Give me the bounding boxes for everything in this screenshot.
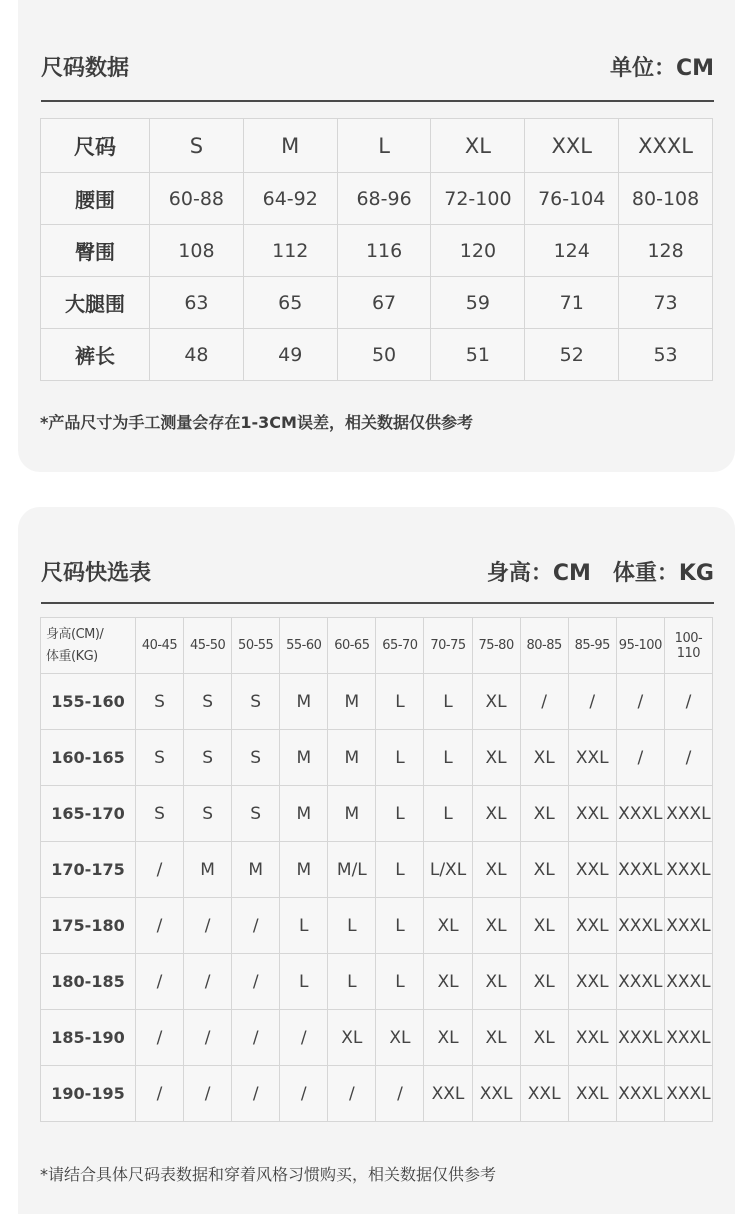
table-row [41, 842, 713, 898]
size-data-note: *产品尺寸为手工测量会存在1-3CM误差，相关数据仅供参考 [40, 413, 473, 432]
size-cell: XXXL [664, 1010, 712, 1066]
size-cell: L [376, 786, 424, 842]
measure-value: 112 [243, 225, 337, 277]
size-cell: XL [328, 1010, 376, 1066]
size-data-card [18, 0, 735, 472]
size-cell: XL [424, 898, 472, 954]
size-cell: / [568, 674, 616, 730]
size-cell: / [616, 674, 664, 730]
measure-value: 67 [337, 277, 431, 329]
size-cell: XL [520, 1010, 568, 1066]
weight-header-cell: 40-45 [136, 618, 184, 674]
height-label: 185-190 [41, 1010, 136, 1066]
measure-value: 64-92 [243, 173, 337, 225]
size-cell: / [184, 1066, 232, 1122]
size-cell: M [328, 730, 376, 786]
size-cell: / [664, 674, 712, 730]
quick-select-unit: 身高：CM 体重：KG [486, 561, 714, 586]
size-cell: / [232, 1010, 280, 1066]
quick-select-header [41, 507, 714, 604]
size-cell: M [328, 674, 376, 730]
size-cell: / [616, 730, 664, 786]
measure-value: 73 [619, 277, 713, 329]
corner-header [41, 618, 136, 674]
size-cell: XXXL [616, 898, 664, 954]
size-cell: L [328, 954, 376, 1010]
size-data-header [41, 0, 714, 102]
size-cell: / [136, 842, 184, 898]
size-cell: XXL [568, 898, 616, 954]
size-cell: XL [520, 954, 568, 1010]
size-cell: M [280, 730, 328, 786]
table-row [41, 173, 713, 225]
size-cell: / [280, 1066, 328, 1122]
size-data-table [40, 118, 713, 381]
size-cell: XXXL [664, 842, 712, 898]
size-cell: S [136, 674, 184, 730]
table-row [41, 730, 713, 786]
size-cell: XL [520, 730, 568, 786]
measure-value: 63 [150, 277, 244, 329]
measure-value: 124 [525, 225, 619, 277]
measure-label: 腰围 [41, 173, 150, 225]
size-cell: XXL [568, 1010, 616, 1066]
size-cell: XXL [472, 1066, 520, 1122]
measure-value: 116 [337, 225, 431, 277]
size-cell: XL [472, 674, 520, 730]
size-cell: S [232, 730, 280, 786]
size-cell: / [184, 1010, 232, 1066]
size-cell: M [280, 674, 328, 730]
height-label: 175-180 [41, 898, 136, 954]
size-cell: / [232, 954, 280, 1010]
size-cell: L [376, 842, 424, 898]
size-cell: / [664, 730, 712, 786]
size-cell: / [136, 954, 184, 1010]
size-cell: S [232, 786, 280, 842]
size-cell: S [136, 730, 184, 786]
size-header-cell: M [243, 119, 337, 173]
measure-value: 128 [619, 225, 713, 277]
size-data-title: 尺码数据 [41, 56, 130, 81]
size-header-cell: XXXL [619, 119, 713, 173]
size-cell: XXL [424, 1066, 472, 1122]
size-cell: XXL [568, 786, 616, 842]
height-label: 165-170 [41, 786, 136, 842]
size-cell: / [376, 1066, 424, 1122]
table-row [41, 1066, 713, 1122]
size-cell: XXXL [616, 1066, 664, 1122]
measure-label: 裤长 [41, 329, 150, 381]
size-cell: S [232, 674, 280, 730]
table-row [41, 277, 713, 329]
height-label: 155-160 [41, 674, 136, 730]
size-cell: / [280, 1010, 328, 1066]
size-cell: XL [472, 954, 520, 1010]
measure-value: 50 [337, 329, 431, 381]
table-row [41, 786, 713, 842]
size-cell: / [232, 898, 280, 954]
height-label: 170-175 [41, 842, 136, 898]
size-header-cell: XXL [525, 119, 619, 173]
size-cell: XL [472, 1010, 520, 1066]
size-cell: / [232, 1066, 280, 1122]
size-header-cell: S [150, 119, 244, 173]
weight-header-cell: 100-110 [664, 618, 712, 674]
quick-header-row [41, 618, 713, 674]
table-row [41, 898, 713, 954]
size-cell: L [424, 730, 472, 786]
table-row [41, 1010, 713, 1066]
table-row [41, 674, 713, 730]
weight-header-cell: 95-100 [616, 618, 664, 674]
size-cell: XXL [568, 954, 616, 1010]
size-cell: XL [472, 842, 520, 898]
weight-header-cell: 45-50 [184, 618, 232, 674]
size-cell: XL [424, 1010, 472, 1066]
measure-label: 大腿围 [41, 277, 150, 329]
size-cell: XXXL [664, 898, 712, 954]
size-cell: XXL [568, 842, 616, 898]
measure-value: 51 [431, 329, 525, 381]
size-cell: XL [472, 730, 520, 786]
size-cell: / [184, 898, 232, 954]
corner-label-weight: 体重(KG) [46, 648, 98, 664]
size-cell: XXL [568, 1066, 616, 1122]
size-cell: / [184, 954, 232, 1010]
size-cell: M [328, 786, 376, 842]
size-cell: XXXL [616, 786, 664, 842]
table-row [41, 954, 713, 1010]
size-cell: / [520, 674, 568, 730]
measure-value: 52 [525, 329, 619, 381]
size-cell: L [376, 674, 424, 730]
measure-label: 臀围 [41, 225, 150, 277]
size-cell: XL [520, 786, 568, 842]
size-cell: / [328, 1066, 376, 1122]
measure-value: 49 [243, 329, 337, 381]
size-cell: M [232, 842, 280, 898]
measure-value: 120 [431, 225, 525, 277]
size-header-cell: L [337, 119, 431, 173]
size-cell: M [280, 842, 328, 898]
size-cell: S [184, 786, 232, 842]
measure-value: 80-108 [619, 173, 713, 225]
size-cell: S [184, 730, 232, 786]
table-row [41, 329, 713, 381]
size-cell: M/L [328, 842, 376, 898]
size-header-cell: XL [431, 119, 525, 173]
weight-header-cell: 85-95 [568, 618, 616, 674]
size-cell: L [376, 898, 424, 954]
weight-header-cell: 80-85 [520, 618, 568, 674]
measure-value: 108 [150, 225, 244, 277]
corner-label-height: 身高(CM)/ [46, 626, 104, 642]
size-cell: L [424, 674, 472, 730]
size-cell: XXL [568, 730, 616, 786]
size-cell: XL [520, 898, 568, 954]
weight-header-cell: 70-75 [424, 618, 472, 674]
size-cell: XL [376, 1010, 424, 1066]
size-cell: / [136, 898, 184, 954]
size-header-row [41, 119, 713, 173]
size-cell: M [280, 786, 328, 842]
quick-select-title: 尺码快选表 [41, 561, 152, 586]
size-cell: XL [520, 842, 568, 898]
size-header-label: 尺码 [41, 119, 150, 173]
size-cell: XXL [520, 1066, 568, 1122]
measure-value: 65 [243, 277, 337, 329]
size-cell: M [184, 842, 232, 898]
weight-header-cell: 55-60 [280, 618, 328, 674]
size-cell: / [136, 1010, 184, 1066]
quick-select-table [40, 617, 713, 1122]
weight-header-cell: 65-70 [376, 618, 424, 674]
measure-value: 71 [525, 277, 619, 329]
size-cell: L/XL [424, 842, 472, 898]
measure-value: 76-104 [525, 173, 619, 225]
size-cell: L [280, 898, 328, 954]
table-row [41, 225, 713, 277]
size-cell: / [136, 1066, 184, 1122]
height-label: 190-195 [41, 1066, 136, 1122]
size-cell: XL [424, 954, 472, 1010]
size-cell: S [136, 786, 184, 842]
size-cell: XXXL [616, 954, 664, 1010]
weight-header-cell: 50-55 [232, 618, 280, 674]
weight-header-cell: 75-80 [472, 618, 520, 674]
measure-value: 60-88 [150, 173, 244, 225]
size-cell: XXXL [664, 786, 712, 842]
size-cell: XL [472, 898, 520, 954]
quick-select-note: *请结合具体尺码表数据和穿着风格习惯购买，相关数据仅供参考 [40, 1165, 497, 1184]
measure-value: 48 [150, 329, 244, 381]
size-data-unit: 单位：CM [609, 56, 714, 81]
measure-value: 72-100 [431, 173, 525, 225]
size-cell: XXXL [616, 1010, 664, 1066]
measure-value: 68-96 [337, 173, 431, 225]
height-label: 180-185 [41, 954, 136, 1010]
size-cell: L [280, 954, 328, 1010]
size-cell: S [184, 674, 232, 730]
weight-header-cell: 60-65 [328, 618, 376, 674]
measure-value: 53 [619, 329, 713, 381]
quick-select-card [18, 507, 735, 1214]
size-cell: XXXL [664, 954, 712, 1010]
size-cell: L [376, 954, 424, 1010]
height-label: 160-165 [41, 730, 136, 786]
size-cell: XL [472, 786, 520, 842]
size-cell: XXXL [664, 1066, 712, 1122]
size-cell: L [424, 786, 472, 842]
size-cell: L [328, 898, 376, 954]
measure-value: 59 [431, 277, 525, 329]
size-cell: XXXL [616, 842, 664, 898]
size-cell: L [376, 730, 424, 786]
